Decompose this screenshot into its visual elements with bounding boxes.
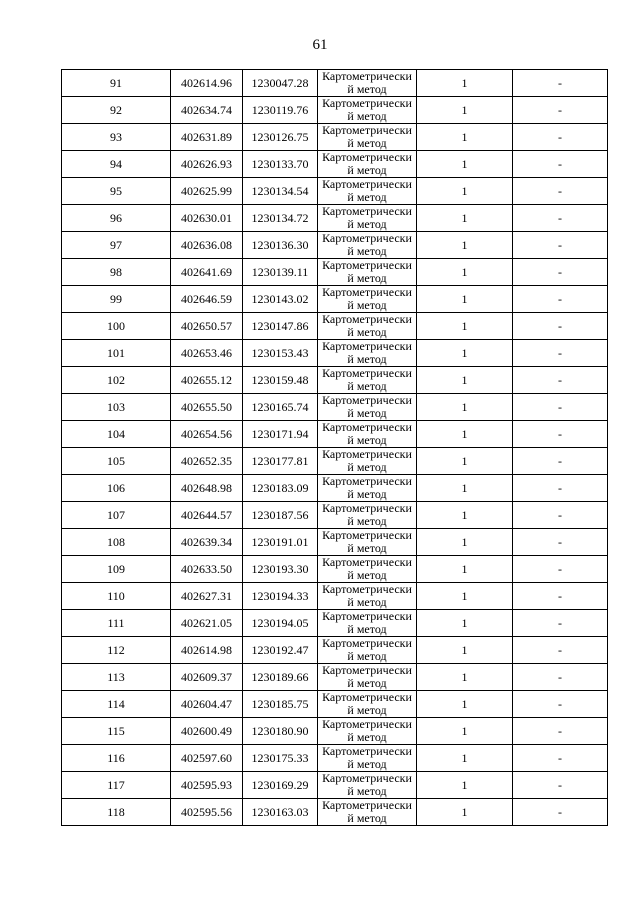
point-number-cell: 94 [62,151,171,178]
y-coordinate-cell: 1230119.76 [243,97,318,124]
method-text-line: й метод [347,109,387,123]
method-text-line: й метод [347,136,387,150]
x-coordinate-cell: 402626.93 [171,151,243,178]
point-number-cell: 111 [62,610,171,637]
method-text-line: Картометрически [322,609,412,623]
method-text-line: Картометрически [322,771,412,785]
y-coordinate-cell: 1230126.75 [243,124,318,151]
point-number-cell: 112 [62,637,171,664]
x-coordinate-cell: 402639.34 [171,529,243,556]
method-cell [318,421,417,448]
table-row [62,583,608,610]
table-row [62,637,608,664]
method-text-line: й метод [347,757,387,771]
y-coordinate-cell: 1230177.81 [243,448,318,475]
method-cell [318,151,417,178]
point-number-cell: 97 [62,232,171,259]
method-cell [318,799,417,826]
table-row [62,340,608,367]
method-text-line: й метод [347,622,387,636]
accuracy-cell: 1 [417,556,513,583]
method-text-line: й метод [347,460,387,474]
x-coordinate-cell: 402600.49 [171,718,243,745]
x-coordinate-cell: 402634.74 [171,97,243,124]
point-number-cell: 117 [62,772,171,799]
y-coordinate-cell: 1230185.75 [243,691,318,718]
table-row [62,313,608,340]
note-cell: - [513,637,608,664]
point-number-cell: 116 [62,745,171,772]
accuracy-cell: 1 [417,448,513,475]
x-coordinate-cell: 402655.12 [171,367,243,394]
note-cell: - [513,124,608,151]
method-cell [318,610,417,637]
method-text-line: Картометрически [322,69,412,83]
point-number-cell: 96 [62,205,171,232]
method-cell [318,367,417,394]
method-text-line: Картометрически [322,393,412,407]
method-text-line: й метод [347,595,387,609]
point-number-cell: 106 [62,475,171,502]
y-coordinate-cell: 1230134.54 [243,178,318,205]
note-cell: - [513,664,608,691]
note-cell: - [513,475,608,502]
method-text-line: Картометрически [322,501,412,515]
table-row [62,799,608,826]
x-coordinate-cell: 402653.46 [171,340,243,367]
method-cell [318,286,417,313]
table-row [62,556,608,583]
y-coordinate-cell: 1230180.90 [243,718,318,745]
method-cell [318,529,417,556]
y-coordinate-cell: 1230183.09 [243,475,318,502]
method-text-line: Картометрически [322,717,412,731]
method-text-line: Картометрически [322,690,412,704]
y-coordinate-cell: 1230163.03 [243,799,318,826]
method-cell [318,475,417,502]
method-text-line: й метод [347,433,387,447]
point-number-cell: 114 [62,691,171,718]
table-row [62,502,608,529]
table-row [62,448,608,475]
method-cell [318,718,417,745]
accuracy-cell: 1 [417,97,513,124]
note-cell: - [513,340,608,367]
method-text-line: й метод [347,514,387,528]
coordinates-table-body [62,70,608,826]
note-cell: - [513,232,608,259]
accuracy-cell: 1 [417,583,513,610]
method-cell [318,259,417,286]
method-cell [318,394,417,421]
y-coordinate-cell: 1230159.48 [243,367,318,394]
x-coordinate-cell: 402627.31 [171,583,243,610]
table-row [62,367,608,394]
method-text-line: й метод [347,82,387,96]
method-cell [318,205,417,232]
x-coordinate-cell: 402633.50 [171,556,243,583]
note-cell: - [513,556,608,583]
method-text-line: й метод [347,271,387,285]
method-text-line: Картометрически [322,204,412,218]
note-cell: - [513,70,608,97]
method-cell [318,124,417,151]
x-coordinate-cell: 402595.56 [171,799,243,826]
point-number-cell: 115 [62,718,171,745]
method-text-line: й метод [347,406,387,420]
accuracy-cell: 1 [417,745,513,772]
method-text-line: Картометрически [322,339,412,353]
y-coordinate-cell: 1230193.30 [243,556,318,583]
accuracy-cell: 1 [417,205,513,232]
note-cell: - [513,178,608,205]
table-row [62,475,608,502]
accuracy-cell: 1 [417,178,513,205]
method-cell [318,637,417,664]
y-coordinate-cell: 1230192.47 [243,637,318,664]
method-text-line: Картометрически [322,636,412,650]
note-cell: - [513,286,608,313]
table-row [62,259,608,286]
table-row [62,691,608,718]
y-coordinate-cell: 1230191.01 [243,529,318,556]
point-number-cell: 110 [62,583,171,610]
method-text-line: Картометрически [322,258,412,272]
method-text-line: й метод [347,541,387,555]
table-row [62,70,608,97]
x-coordinate-cell: 402614.96 [171,70,243,97]
method-text-line: Картометрически [322,231,412,245]
coordinates-table [61,69,608,826]
accuracy-cell: 1 [417,502,513,529]
x-coordinate-cell: 402641.69 [171,259,243,286]
point-number-cell: 105 [62,448,171,475]
accuracy-cell: 1 [417,394,513,421]
accuracy-cell: 1 [417,151,513,178]
y-coordinate-cell: 1230143.02 [243,286,318,313]
note-cell: - [513,205,608,232]
note-cell: - [513,151,608,178]
point-number-cell: 99 [62,286,171,313]
accuracy-cell: 1 [417,529,513,556]
point-number-cell: 103 [62,394,171,421]
y-coordinate-cell: 1230165.74 [243,394,318,421]
method-cell [318,178,417,205]
x-coordinate-cell: 402636.08 [171,232,243,259]
x-coordinate-cell: 402631.89 [171,124,243,151]
x-coordinate-cell: 402597.60 [171,745,243,772]
page-number: 61 [312,37,328,53]
point-number-cell: 98 [62,259,171,286]
accuracy-cell: 1 [417,286,513,313]
method-cell [318,97,417,124]
note-cell: - [513,394,608,421]
note-cell: - [513,718,608,745]
x-coordinate-cell: 402646.59 [171,286,243,313]
note-cell: - [513,97,608,124]
table-row [62,151,608,178]
note-cell: - [513,313,608,340]
note-cell: - [513,583,608,610]
x-coordinate-cell: 402655.50 [171,394,243,421]
accuracy-cell: 1 [417,772,513,799]
method-text-line: Картометрически [322,150,412,164]
table-row [62,178,608,205]
table-row [62,772,608,799]
method-text-line: Картометрически [322,420,412,434]
method-text-line: Картометрически [322,744,412,758]
method-text-line: Картометрически [322,663,412,677]
method-text-line: й метод [347,487,387,501]
method-cell [318,232,417,259]
method-cell [318,691,417,718]
method-cell [318,772,417,799]
note-cell: - [513,610,608,637]
table-row [62,421,608,448]
accuracy-cell: 1 [417,799,513,826]
accuracy-cell: 1 [417,340,513,367]
table-row [62,394,608,421]
method-text-line: й метод [347,379,387,393]
method-text-line: й метод [347,163,387,177]
table-row [62,97,608,124]
x-coordinate-cell: 402644.57 [171,502,243,529]
x-coordinate-cell: 402654.56 [171,421,243,448]
accuracy-cell: 1 [417,718,513,745]
accuracy-cell: 1 [417,691,513,718]
method-text-line: й метод [347,676,387,690]
point-number-cell: 93 [62,124,171,151]
accuracy-cell: 1 [417,637,513,664]
method-text-line: Картометрически [322,528,412,542]
y-coordinate-cell: 1230175.33 [243,745,318,772]
point-number-cell: 113 [62,664,171,691]
x-coordinate-cell: 402630.01 [171,205,243,232]
table-row [62,718,608,745]
x-coordinate-cell: 402650.57 [171,313,243,340]
table-row [62,286,608,313]
y-coordinate-cell: 1230194.33 [243,583,318,610]
method-text-line: Картометрически [322,177,412,191]
method-text-line: Картометрически [322,447,412,461]
method-text-line: й метод [347,298,387,312]
x-coordinate-cell: 402595.93 [171,772,243,799]
y-coordinate-cell: 1230194.05 [243,610,318,637]
accuracy-cell: 1 [417,475,513,502]
method-text-line: Картометрически [322,555,412,569]
y-coordinate-cell: 1230147.86 [243,313,318,340]
method-text-line: й метод [347,568,387,582]
method-text-line: Картометрически [322,285,412,299]
method-text-line: й метод [347,649,387,663]
note-cell: - [513,448,608,475]
point-number-cell: 101 [62,340,171,367]
method-text-line: Картометрически [322,96,412,110]
method-cell [318,745,417,772]
note-cell: - [513,691,608,718]
method-text-line: Картометрически [322,798,412,812]
point-number-cell: 108 [62,529,171,556]
x-coordinate-cell: 402609.37 [171,664,243,691]
y-coordinate-cell: 1230134.72 [243,205,318,232]
accuracy-cell: 1 [417,259,513,286]
y-coordinate-cell: 1230136.30 [243,232,318,259]
method-text-line: Картометрически [322,582,412,596]
method-text-line: й метод [347,190,387,204]
method-cell [318,502,417,529]
y-coordinate-cell: 1230139.11 [243,259,318,286]
method-cell [318,70,417,97]
method-text-line: й метод [347,325,387,339]
point-number-cell: 92 [62,97,171,124]
point-number-cell: 118 [62,799,171,826]
note-cell: - [513,772,608,799]
method-text-line: Картометрически [322,123,412,137]
note-cell: - [513,745,608,772]
note-cell: - [513,529,608,556]
accuracy-cell: 1 [417,367,513,394]
y-coordinate-cell: 1230133.70 [243,151,318,178]
note-cell: - [513,259,608,286]
y-coordinate-cell: 1230153.43 [243,340,318,367]
method-cell [318,556,417,583]
accuracy-cell: 1 [417,610,513,637]
method-text-line: й метод [347,784,387,798]
accuracy-cell: 1 [417,313,513,340]
table-row [62,745,608,772]
point-number-cell: 100 [62,313,171,340]
table-row [62,610,608,637]
table-row [62,664,608,691]
table-row [62,124,608,151]
x-coordinate-cell: 402614.98 [171,637,243,664]
method-text-line: й метод [347,217,387,231]
accuracy-cell: 1 [417,70,513,97]
accuracy-cell: 1 [417,232,513,259]
method-text-line: й метод [347,352,387,366]
note-cell: - [513,502,608,529]
note-cell: - [513,421,608,448]
method-cell [318,448,417,475]
point-number-cell: 109 [62,556,171,583]
y-coordinate-cell: 1230187.56 [243,502,318,529]
method-text-line: й метод [347,703,387,717]
point-number-cell: 102 [62,367,171,394]
method-cell [318,664,417,691]
table-row [62,232,608,259]
y-coordinate-cell: 1230189.66 [243,664,318,691]
x-coordinate-cell: 402621.05 [171,610,243,637]
x-coordinate-cell: 402625.99 [171,178,243,205]
note-cell: - [513,799,608,826]
method-text-line: Картометрически [322,312,412,326]
point-number-cell: 104 [62,421,171,448]
x-coordinate-cell: 402604.47 [171,691,243,718]
note-cell: - [513,367,608,394]
method-cell [318,313,417,340]
method-text-line: й метод [347,811,387,825]
method-text-line: й метод [347,730,387,744]
table-row [62,205,608,232]
y-coordinate-cell: 1230169.29 [243,772,318,799]
accuracy-cell: 1 [417,421,513,448]
accuracy-cell: 1 [417,124,513,151]
method-text-line: Картометрически [322,474,412,488]
method-cell [318,583,417,610]
x-coordinate-cell: 402652.35 [171,448,243,475]
accuracy-cell: 1 [417,664,513,691]
method-cell [318,340,417,367]
method-text-line: Картометрически [322,366,412,380]
y-coordinate-cell: 1230171.94 [243,421,318,448]
y-coordinate-cell: 1230047.28 [243,70,318,97]
x-coordinate-cell: 402648.98 [171,475,243,502]
point-number-cell: 107 [62,502,171,529]
point-number-cell: 91 [62,70,171,97]
method-text-line: й метод [347,244,387,258]
table-row [62,529,608,556]
point-number-cell: 95 [62,178,171,205]
